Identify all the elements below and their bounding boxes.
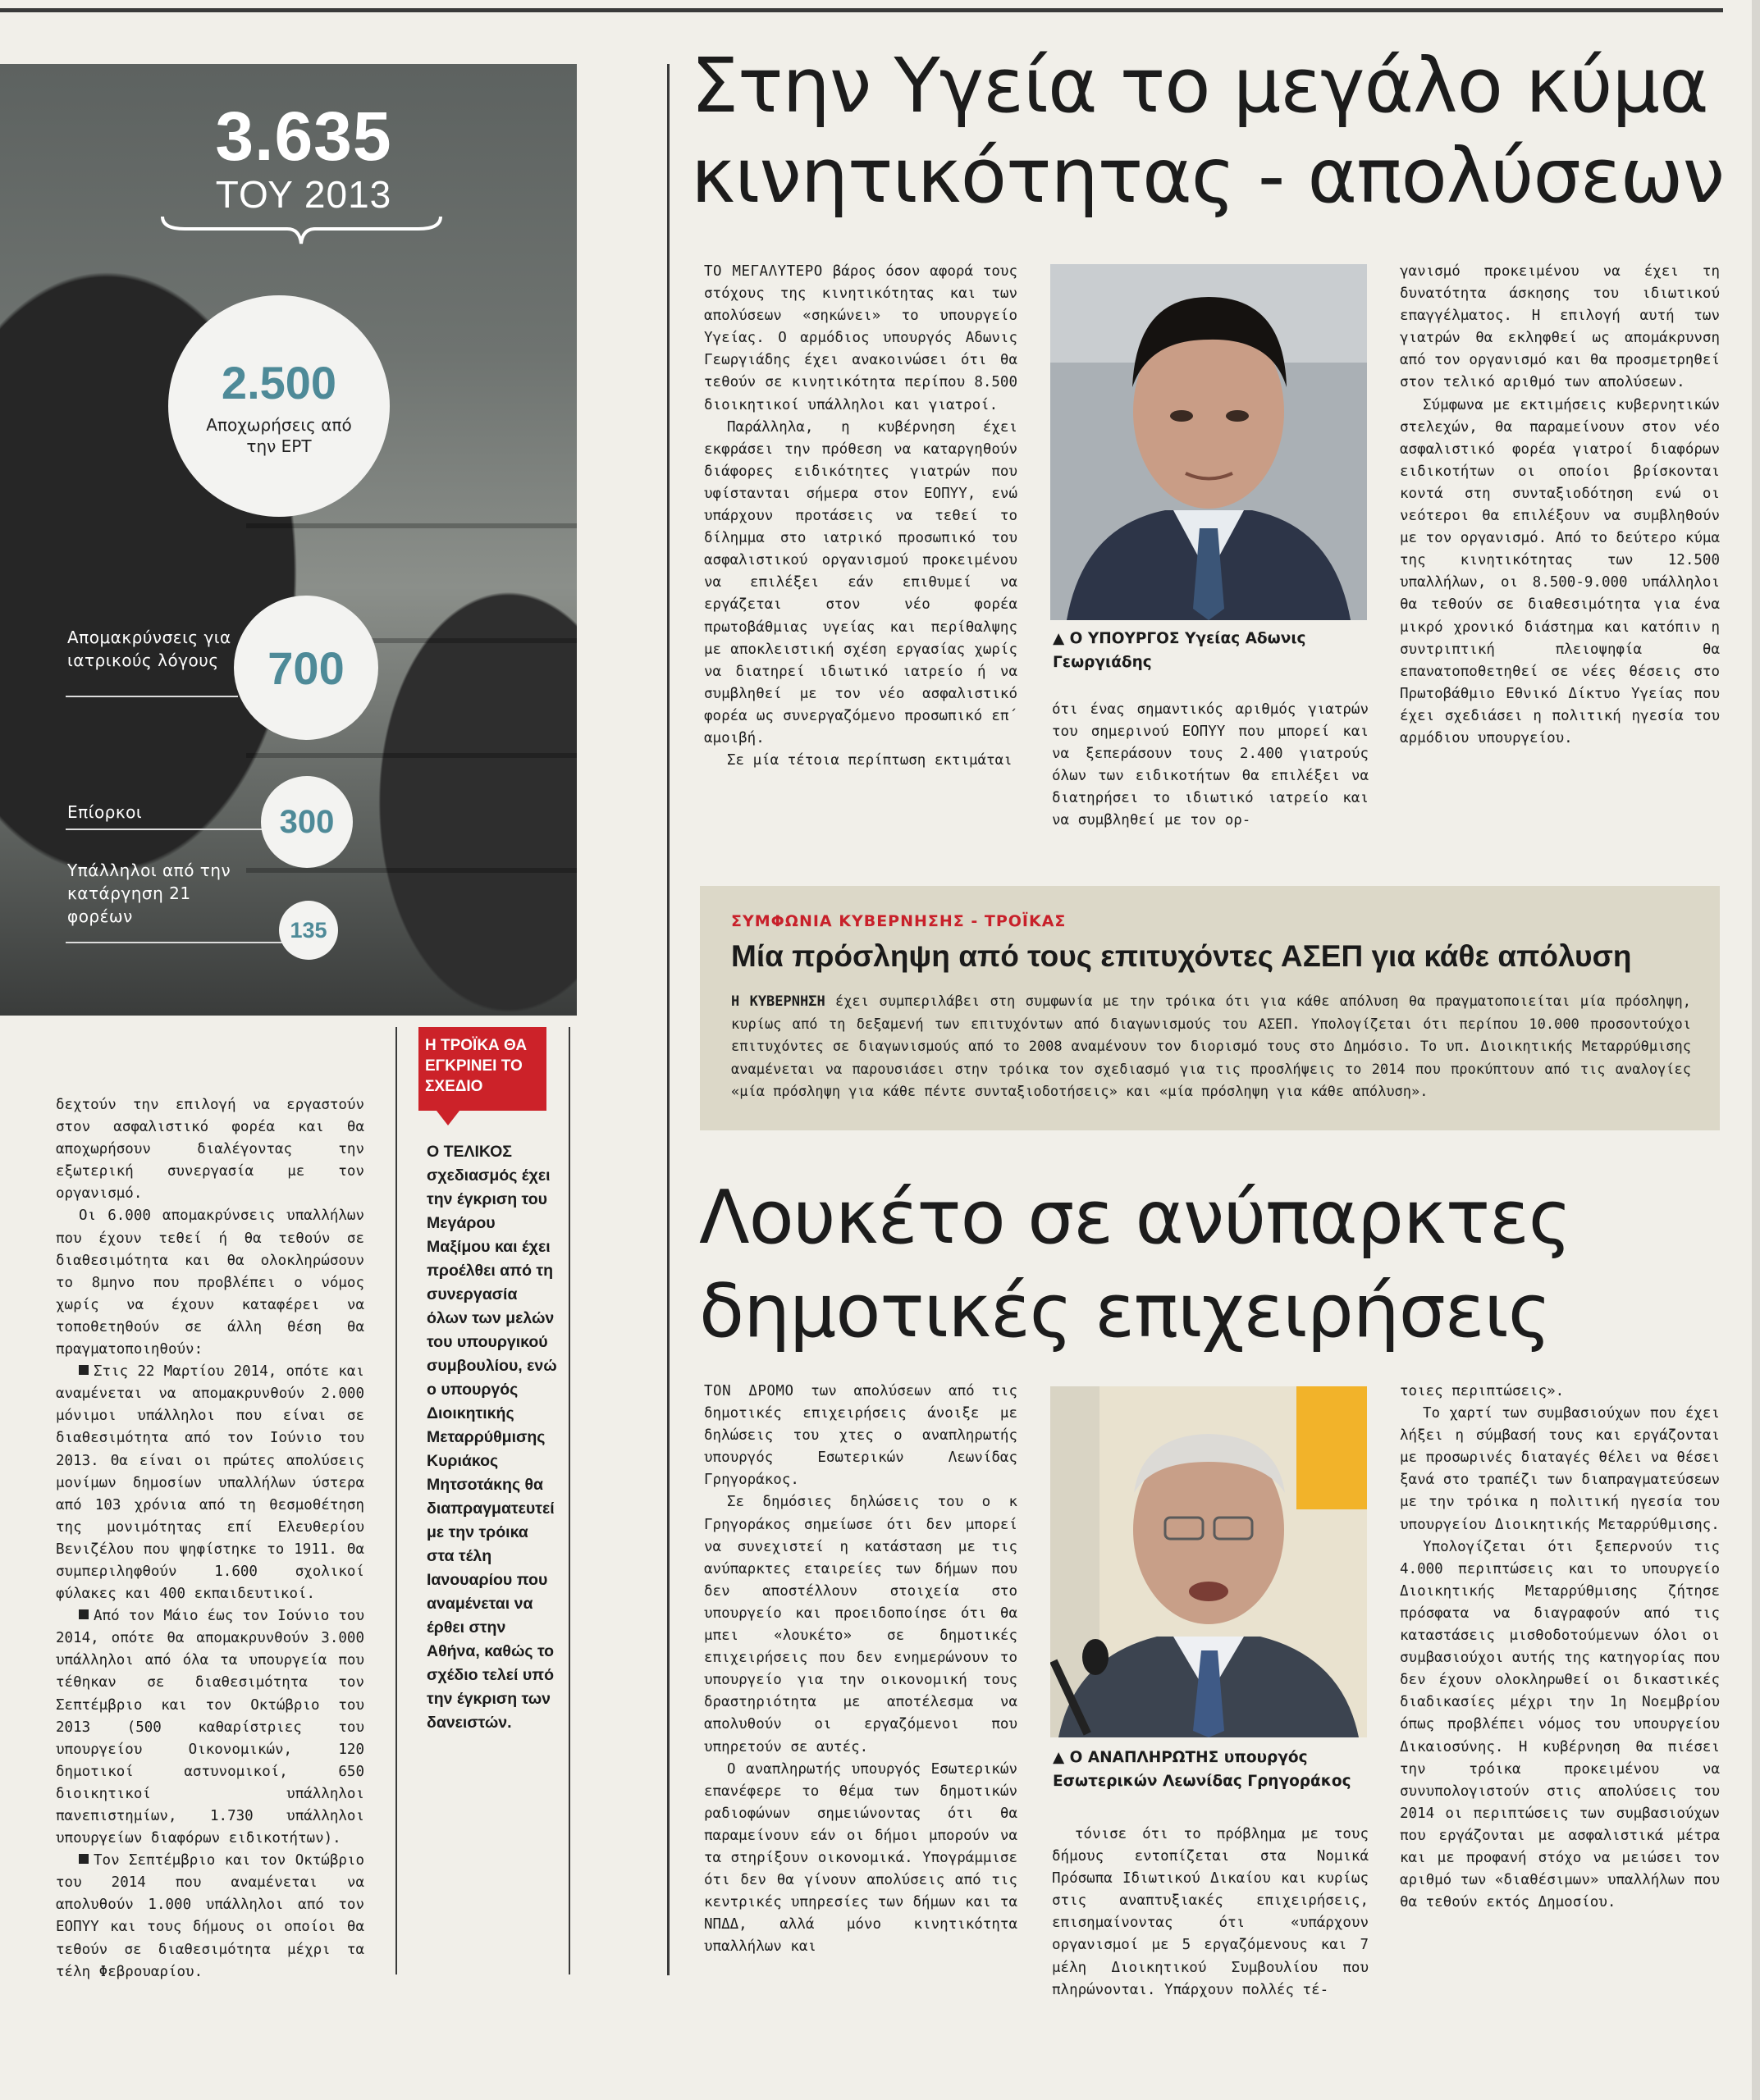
inset-kicker: ΣΥΜΦΩΝΙΑ ΚΥΒΕΡΝΗΣΗΣ - ΤΡΟΪΚΑΣ xyxy=(731,912,1067,930)
article1-para: Σύμφωνα με εκτιμήσεις κυβερνητικών στελεχών, θα παραμείνουν στον νέο ασφαλιστικό φορέα γιατροί διαφόρων ειδικοτήτων οι οποίοι βρίσκονται κοντά στη συνταξιοδότηση ενώ οι νεότεροι θα επιλέξουν να συμβληθούν με τον οργανισμό. Από το δεύτερο κύμα της κινητικότητας των 12.500 υπαλλήλων, οι 8.500-9.000 υπάλληλοι θα τεθούν σε διαθεσιμότητα για ένα μικρό χρονικό διάστημα και κατόπιν η συντριπτική πλειοψηφία θα επανατοποθετηθεί σε νέες θέσεις στο Πρωτοβάθμιο Εθνικό Δίκτυο Υγείας που έχει σχεδιάσει η πολιτική ηγεσία του αρμόδιου υπουργείου. xyxy=(1400,396,1720,746)
inset-headline: Μία πρόσληψη από τους επιτυχόντες ΑΣΕΠ για κάθε απόλυση xyxy=(731,939,1632,973)
article1-column2 xyxy=(1052,699,1369,833)
portrait-image xyxy=(1050,264,1367,620)
stat-label-medical: Απομακρύνσεις για ιατρικούς λόγους xyxy=(67,628,231,670)
article1-para: γανισμό προκειμένου να έχει τη δυνατότητα άσκησης του ιδιωτικού επαγγέλματος. Η επιλογή αυτή των γιατρών θα εκληφθεί ως απομάκρυνση από τον οργανισμό και θα προσμετρηθεί στον τελικό αριθμό των απολύσεων. xyxy=(1400,263,1720,391)
article2-column3 xyxy=(1400,1381,1720,1914)
stat-label-abolished: Υπάλληλοι από την κατάργηση 21 φορέων xyxy=(67,861,231,926)
inset-text: έχει συμπεριλάβει στη συμφωνία με την τρόικα ότι για κάθε απόλυση θα πραγματοποιείται μία πρόσληψη, κυρίως από τη δεξαμενή των επιτυχόντων από διαγωνισμούς του ΑΣΕΠ. Υπολογίζεται ότι περίπου 10.000 προσοντούχοι επιτυχόντες σε διαγωνισμούς από το 2008 αναμένουν τον διορισμό τους στο Δημόσιο. Το υπ. Διοικητικής Μεταρρύθμισης αναμένεται να παρουσιάσει στην τρόικα τον σχεδιασμό για τις προσλήψεις το 2014 που προκύπτουν από τις αναλογίες «μία πρόσληψη για κάθε πέντε συνταξιοδοτήσεις» και «μία πρόσληψη για κάθε απόλυση». xyxy=(731,993,1691,1100)
left-column-text xyxy=(56,1094,364,1984)
stat-circle-medical xyxy=(234,596,378,740)
stat-number: 300 xyxy=(279,803,335,840)
article1-lead: ΤΟ ΜΕΓΑΛΥΤΕΡΟ xyxy=(704,263,823,280)
article1-para: Παράλληλα, η κυβέρνηση έχει εκφράσει την πρόθεση να καταργηθούν διάφορες ειδικότητες γιατρών που υφίστανται σήμερα στον ΕΟΠΥΥ, ενώ υπάρχουν προτάσεις να τεθεί το δίλημμα στο ιατρικό προσωπικό του ασφαλιστικού οργανισμού προκειμένου να επιλέξει εάν επιθυμεί να εργάζεται στον νέο φορέα πρωτοβάθμιας υγείας και περίθαλψης με αποκλειστική σχέση εργασίας χωρίς να διατηρεί ιδιωτικό ιατρείο ή να συμβληθεί με τον νέο ασφαλιστικό φορέα ως συνεργαζόμενο προσωπικό επ΄ αμοιβή. xyxy=(704,418,1017,746)
article2-para: των απολύσεων από τις δημοτικές επιχειρήσεις άνοιξε με δηλώσεις του χτες ο αναπληρωτής υπουργός Εσωτερικών Λεωνίδας Γρηγοράκος. xyxy=(704,1383,1017,1489)
infographic-panel xyxy=(0,64,577,1016)
article2-para: τόνισε ότι το πρόβλημα με τους δήμους εντοπίζεται στα Νομικά Πρόσωπα Ιδιωτικού Δικαίου και κυρίως στις αναπτυξιακές επιχειρήσεις, επισημαίνοντας ότι «υπάρχουν οργανισμοί με 5 εργαζόμενους και 7 μέλη Διοικητικού Συμβουλίου που πληρώνονται. Υπάρχουν πολλές τέ- xyxy=(1052,1826,1369,1998)
left-para: Τον Σεπτέμβριο και τον Οκτώβριο του 2014 που αναμένεται να απολυθούν 1.000 υπάλληλοι από τον ΕΟΠΥΥ και τους δήμους οι οποίοι θα τεθούν σε διαθεσιμότητα μέχρι τα τέλη Φεβρουαρίου. xyxy=(56,1852,364,1980)
square-bullet-icon xyxy=(79,1365,89,1375)
article2-column2 xyxy=(1052,1824,1369,2002)
leader-line xyxy=(66,942,287,943)
background-step xyxy=(246,523,577,528)
article2-caption-line1: ▲ Ο ΑΝΑΠΛΗΡΩΤΗΣ υπουργός xyxy=(1053,1749,1308,1766)
stat-number: 2.500 xyxy=(221,356,337,409)
troika-red-tag: Η ΤΡΟΪΚΑ ΘΑ ΕΓΚΡΙΝΕΙ ΤΟ ΣΧΕΔΙΟ xyxy=(418,1027,546,1111)
article1-column1 xyxy=(704,261,1017,772)
stat-label-perjurers: Επίορκοι xyxy=(67,802,143,822)
stat-circle-ert xyxy=(168,295,390,517)
headline-number: 3.635 xyxy=(215,98,392,175)
article2-title xyxy=(699,1171,1571,1358)
article2-title-line2: δημοτικές επιχειρήσεις xyxy=(699,1268,1551,1354)
article1-title-line1: Στην Υγεία το μεγάλο κύμα xyxy=(691,42,1708,130)
article1-title xyxy=(691,41,1724,221)
article1-title-line2: κινητικότητας - απολύσεων xyxy=(691,132,1724,220)
stat-number: 135 xyxy=(290,917,327,943)
article2-title-line1: Λουκέτο σε ανύπαρκτες xyxy=(699,1175,1571,1261)
portrait-image xyxy=(1050,1386,1367,1737)
column-rule xyxy=(667,64,670,1975)
inset-body xyxy=(731,991,1691,1104)
article1-para: Σε μία τέτοια περίπτωση εκτιμάται xyxy=(727,752,1013,769)
headline-label: ΤΟΥ 2013 xyxy=(215,173,392,216)
stat-circle-abolished xyxy=(279,901,338,960)
article1-column3 xyxy=(1400,261,1720,750)
article2-lead: ΤΟΝ ΔΡΟΜΟ xyxy=(704,1383,794,1399)
article2-photo-caption xyxy=(1053,1746,1381,1793)
article2-column1 xyxy=(704,1381,1017,1958)
inset-lead: Η ΚΥΒΕΡΝΗΣΗ xyxy=(731,993,825,1010)
leader-line xyxy=(66,829,263,830)
article2-para: τοιες περιπτώσεις». xyxy=(1400,1383,1565,1399)
square-bullet-icon xyxy=(79,1854,89,1864)
left-para: Στις 22 Μαρτίου 2014, οπότε και αναμένεται να απομακρυνθούν 2.000 μόνιμοι υπάλληλοι που είναι σε διαθεσιμότητα από τον Ιούνιο του 2013. Θα είναι οι πρώτες απολύσεις μονίμων δημοσίων υπαλλήλων ύστερα από 103 χρόνια από τη θεσμοθέτηση της μονιμότητας επί Ελευθερίου Βενιζέλου που ψηφίστηκε το 1911. Θα συμπεριληφθούν 1.600 σχολικοί φύλακες και 400 εκπαιδευτικοί. xyxy=(56,1363,364,1603)
column-rule xyxy=(569,1027,570,1974)
article1-photo-caption: ▲ Ο ΥΠΟΥΡΓΟΣ Υγείας Αδωνις Γεωργιάδης xyxy=(1053,630,1306,671)
article2-para: Σε δημόσιες δηλώσεις του ο κ Γρηγοράκος σημείωσε ότι δεν μπορεί να συνεχιστεί η κατάσταση με τις ανύπαρκτες εταιρείες των δήμων που δεν αποστέλλουν στοιχεία στο υπουργείο και προειδοποίησε ότι θα μπει «λουκέτο» σε δημοτικές επιχειρήσεις που δεν ενημερώνουν το υπουργείο για την οικονομική τους δραστηριότητα με αποτέλεσμα να απολυθούν οι εργαζόμενοι που υπηρετούν σε αυτές. xyxy=(704,1494,1017,1755)
article1-para: ότι ένας σημαντικός αριθμός γιατρών του σημερινού ΕΟΠΥΥ που μπορεί και να ξεπεράσουν τους 2.400 γιατρούς όλων των ειδικοτήτων θα επιλέξει να διατηρήσει το ιδιωτικό ιατρείο και να συμβληθεί με τον ορ- xyxy=(1052,701,1369,829)
square-bullet-icon xyxy=(79,1609,89,1619)
article2-para: Το χαρτί των συμβασιούχων που έχει λήξει η σύμβασή τους και εργάζονται με προσωρινές διαταγές θέλει να θέσει ξανά στο τραπέζι των διαπραγματεύσεων με την τρόικα η πολιτική ηγεσία του υπουργείου Διοικητικής Μεταρρύθμισης. xyxy=(1400,1405,1720,1533)
top-rule xyxy=(0,8,1723,12)
background-step xyxy=(246,753,577,758)
article1-para: βάρος όσον αφορά τους στόχους της κινητικότητας και των απολύσεων «σηκώνει» το υπουργείο Υγείας. Ο αρμόδιος υπουργός Αδωνις Γεωργιάδης έχει ανακοινώσει ότι θα τεθούν σε κινητικότητα περίπου 8.500 διοικητικοί υπάλληλοι και γιατροί. xyxy=(704,263,1018,413)
stat-label: Αποχωρήσεις από την ΕΡΤ xyxy=(206,414,352,456)
article2-caption-line2: Εσωτερικών Λεωνίδας Γρηγοράκος xyxy=(1053,1773,1351,1790)
stat-number: 700 xyxy=(267,641,345,694)
minister-grigorakos-photo xyxy=(1050,1386,1367,1737)
left-para: Οι 6.000 απομακρύνσεις υπαλλήλων που έχουν τεθεί ή θα τεθούν σε διαθεσιμότητα και θα ολοκληρώσουν το 8μηνο που προβλέπει ο νόμος χωρίς να έχουν καταφέρει να τοποθετηθούν σε άλλη θέση θα πραγματοποιηθούν: xyxy=(56,1208,364,1358)
troika-sidebar-text: Ο ΤΕΛΙΚΟΣ σχεδιασμός έχει την έγκριση του Μεγάρου Μαξίμου και έχει προέλθει από τη συνεργασία όλων των μελών του υπουργικού συμβουλίου, ενώ ο υπουργός Διοικητικής Μεταρρύθμισης Κυριάκος Μητσοτάκης θα διαπραγματευτεί με την τρόικα στα τέλη Ιανουαρίου που αναμένεται να έρθει στην Αθήνα, καθώς το σχέδιο τελεί υπό την έγκριση των δανειστών. xyxy=(427,1143,557,1732)
left-para: δεχτούν την επιλογή να εργαστούν στον ασφαλιστικό φορέα και θα αποχωρήσουν διαλέγοντας την εξωτερική συνεργασία με τον οργανισμό. xyxy=(56,1097,364,1203)
asep-inset-box xyxy=(700,886,1720,1130)
leader-line xyxy=(66,696,238,697)
left-para: Από τον Μάιο έως τον Ιούνιο του 2014, οπότε θα απομακρυνθούν 3.000 υπάλληλοι από όλα τα υπουργεία που τέθηκαν σε διαθεσιμότητα τον Σεπτέμβριο και τον Οκτώβριο του 2013 (500 καθαρίστριες του υπουργείου Οικονομικών, 120 δημοτικοί αστυνομικοί, 650 διοικητικοί υπάλληλοι πανεπιστημίων, 1.730 υπάλληλοι υπουργείων διαφόρων ειδικοτήτων). xyxy=(56,1608,364,1847)
stat-circle-perjurers xyxy=(261,776,353,868)
background-step xyxy=(246,868,577,873)
article2-para: Υπολογίζεται ότι ξεπερνούν τις 4.000 περιπτώσεις και το υπουργείο Διοικητικής Μεταρρύθμισης ζήτησε πρόσφατα να διαγραφούν από τις καταστάσεις μισθοδοτούμενων όλοι οι συμβασιούχοι αυτής της κατηγορίας που δεν έχουν ολοκληρωθεί οι δικαστικές διαδικασίες μέχρι την 1η Νοεμβρίου όπως προβλέπει νόμος του υπουργείου Δικαιοσύνης. Η κυβέρνηση θα πιέσει την τρόικα προκειμένου να συνυπολογιστούν στις απολύσεις του 2014 οι περιπτώσεις των συμβασιούχων που εργάζονται με ασφαλιστικά μέτρα και με προφανή στόχο να μειώσει τον αριθμό των «διαθέσιμων» υπαλλήλων που θα τεθούν εκτός Δημοσίου. xyxy=(1400,1538,1720,1911)
minister-georgiadis-photo xyxy=(1050,264,1367,620)
brace-icon xyxy=(160,214,443,247)
column-rule xyxy=(395,1027,397,1974)
article2-para: Ο αναπληρωτής υπουργός Εσωτερικών επανέφερε το θέμα των δημοτικών ραδιοφώνων σημειώνοντας ότι θα παραμείνουν εάν οι δήμοι μπορούν να τα στηρίξουν οικονομικά. Υπογράμμισε ότι δεν θα γίνουν απολύσεις από τις κεντρικές υπηρεσίες των δήμων και τα ΝΠΔΔ, αλλά μόνο κινητικότητα υπαλλήλων και xyxy=(704,1760,1017,1956)
page-edge xyxy=(1752,0,1760,2100)
